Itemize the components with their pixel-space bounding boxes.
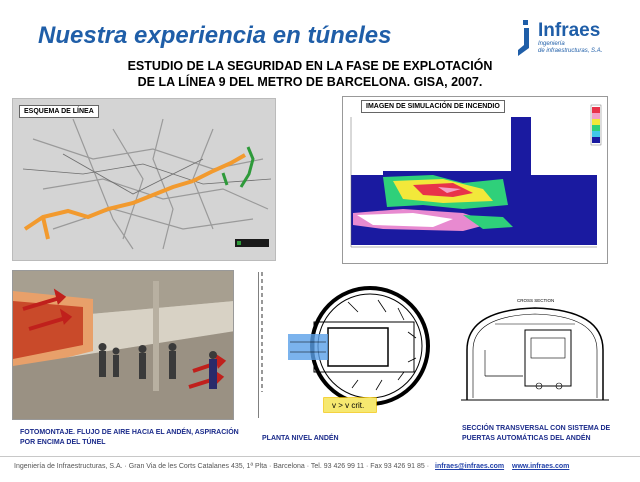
access-label: Acceso al pozo [529, 113, 570, 119]
infraes-logo-mark-icon [514, 18, 538, 58]
study-title-line: DE LA LÍNEA 9 DEL METRO DE BARCELONA. GISA, 2007. [137, 75, 483, 89]
station-photo-graphic [13, 271, 234, 420]
map-label: ESQUEMA DE LÍNEA [19, 105, 99, 118]
simulation-graphic [343, 97, 608, 264]
fire-simulation-image [342, 96, 608, 264]
metro-map-graphic [13, 99, 276, 261]
cross-section-graphic [455, 290, 615, 418]
platform-plan-drawing [258, 272, 438, 418]
footer-address: Ingeniería de Infraestructuras, S.A. · Gran Via de les Corts Catalanes 435, 1ª Plta · Barcelona · Tel. 93 426 99 11 · Fax 93 426 91 85 · [14, 463, 430, 470]
platform-label: Andén [405, 149, 423, 155]
infraes-logo [510, 16, 630, 60]
footer-website-link[interactable]: www.infraes.com [512, 463, 570, 470]
plan-graphic [258, 272, 438, 418]
cross-section-drawing [455, 290, 615, 418]
photomontage-caption: FOTOMONTAJE. FLUJO DE AIRE HACIA EL ANDÉN, ASPIRACIÓN POR ENCIMA DEL TÚNEL [20, 429, 239, 446]
logo-tagline: Ingeniería [538, 41, 565, 47]
study-title-line: ESTUDIO DE LA SEGURIDAD EN LA FASE DE EXPLOTACIÓN [127, 59, 493, 73]
footer-divider [0, 456, 640, 457]
cross-section-caption: SECCIÓN TRANSVERSAL CON SISTEMA DE PUERTAS AUTOMÁTICAS DEL ANDÉN [462, 425, 611, 442]
logo-name: Infraes [538, 20, 601, 41]
simulation-label: IMAGEN DE SIMULACIÓN DE INCENDIO [361, 100, 505, 113]
footer [14, 463, 569, 470]
cross-section-title: CROSS SECTION [517, 298, 555, 303]
study-title [100, 58, 520, 90]
plan-caption: PLANTA NIVEL ANDÉN [262, 435, 339, 442]
footer-email-link[interactable]: infraes@infraes.com [435, 463, 505, 470]
logo-tagline: de infraestructuras, S.A. [538, 48, 603, 54]
photomontage-image [12, 270, 234, 420]
line-scheme-map [12, 98, 276, 261]
critical-velocity-annotation: v > v crit. [332, 401, 365, 410]
page-title: Nuestra experiencia en túneles [38, 22, 392, 49]
